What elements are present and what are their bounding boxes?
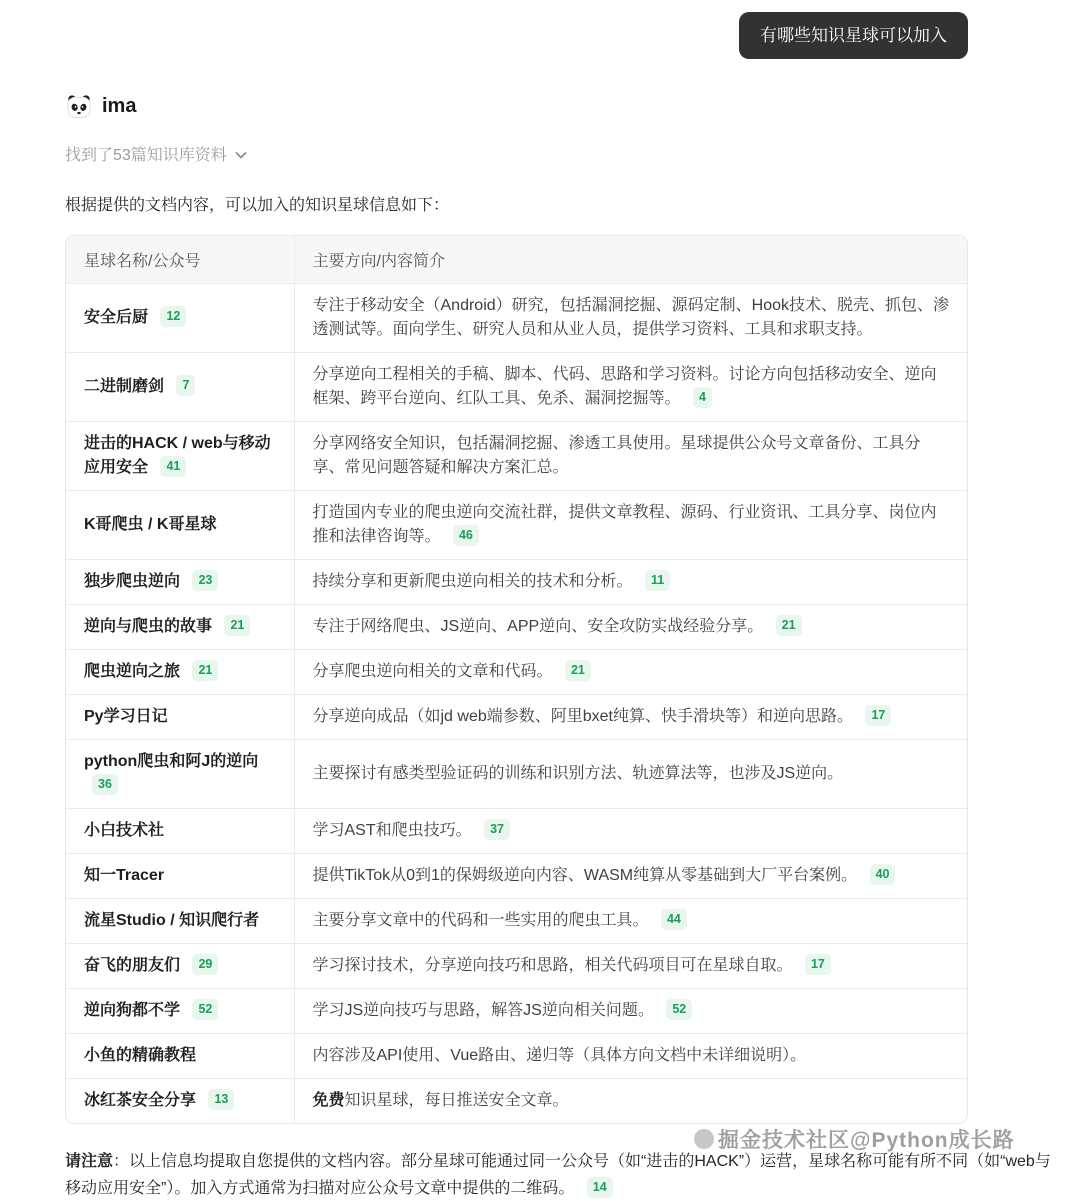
table-row: [66, 560, 967, 605]
watermark-avatar: [694, 1129, 714, 1149]
planet-name-citation-badge[interactable]: 21: [224, 615, 250, 636]
table-row: [66, 989, 967, 1034]
planet-name: 流星Studio / 知识爬行者: [84, 912, 260, 929]
planet-name: 爬虫逆向之旅: [84, 663, 181, 680]
planet-name: 进击的HACK / web与移动应用安全: [84, 435, 271, 476]
planet-desc: 学习AST和爬虫技巧。: [312, 822, 472, 839]
planet-desc-citation-badge[interactable]: 11: [645, 570, 670, 591]
chevron-down-icon: [234, 148, 248, 162]
planet-name: 逆向狗都不学: [84, 1002, 181, 1019]
planet-desc: 分享网络安全知识，包括漏洞挖掘、渗透工具使用。星球提供公众号文章备份、工具分享、常见问题答疑和解决方案汇总。: [312, 435, 921, 476]
assistant-name: ima: [102, 94, 137, 117]
planet-desc: 持续分享和更新爬虫逆向相关的技术和分析。: [312, 573, 633, 590]
planet-name: 安全后厨: [84, 309, 149, 326]
planet-desc: 学习探讨技术，分享逆向技巧和思路，相关代码项目可在星球自取。: [312, 957, 793, 974]
column-header-desc: 主要方向/内容简介: [294, 236, 967, 284]
planet-name: Py学习日记: [84, 708, 168, 725]
footer-note-label: 请注意: [65, 1153, 114, 1170]
planet-name-citation-badge[interactable]: 12: [160, 306, 186, 327]
table-row: [66, 1079, 967, 1124]
planet-desc-citation-badge[interactable]: 17: [865, 705, 891, 726]
planet-desc-citation-badge[interactable]: 17: [805, 954, 831, 975]
watermark: [694, 1124, 1015, 1154]
retrieval-status-text: 找到了53篇知识库资料: [65, 147, 227, 164]
column-header-name: 星球名称/公众号: [66, 236, 294, 284]
planet-name-citation-badge[interactable]: 7: [176, 375, 195, 396]
planet-name: 奋飞的朋友们: [84, 957, 181, 974]
assistant-header: [65, 92, 1080, 120]
planet-name: 二进制磨剑: [84, 378, 165, 395]
table-row: [66, 605, 967, 650]
planet-desc-citation-badge[interactable]: 21: [565, 660, 591, 681]
planet-desc: 主要分享文章中的代码和一些实用的爬虫工具。: [312, 912, 649, 929]
planet-table-body: [66, 284, 967, 1124]
user-question-text: 有哪些知识星球可以加入: [760, 26, 947, 45]
planet-desc: 内容涉及API使用、Vue路由、递归等（具体方向文档中未详细说明）。: [312, 1047, 807, 1064]
table-row: [66, 353, 967, 422]
planet-name-citation-badge[interactable]: 36: [92, 774, 118, 795]
table-row: [66, 854, 967, 899]
planet-desc: 专注于移动安全（Android）研究，包括漏洞挖掘、源码定制、Hook技术、脱壳、抓包、渗透测试等。面向学生、研究人员和从业人员，提供学习资料、工具和求职支持。: [312, 297, 950, 338]
panda-icon: [65, 92, 93, 120]
planet-name: K哥爬虫 / K哥星球: [84, 516, 217, 533]
planet-desc: 打造国内专业的爬虫逆向交流社群，提供文章教程、源码、行业资讯、工具分享、岗位内推和法律咨询等。: [312, 504, 937, 545]
table-row: [66, 422, 967, 491]
planet-desc: 专注于网络爬虫、JS逆向、APP逆向、安全攻防实战经验分享。: [312, 618, 764, 635]
table-row: [66, 695, 967, 740]
table-row: [66, 1034, 967, 1079]
table-row: [66, 284, 967, 353]
planet-name-citation-badge[interactable]: 52: [192, 999, 218, 1020]
planet-desc-citation-badge[interactable]: 52: [666, 999, 692, 1020]
planet-desc: 分享逆向工程相关的手稿、脚本、代码、思路和学习资料。讨论方向包括移动安全、逆向框架、跨平台逆向、红队工具、免杀、漏洞挖掘等。: [312, 366, 937, 407]
planet-name-citation-badge[interactable]: 29: [192, 954, 218, 975]
planet-name: python爬虫和阿J的逆向: [84, 753, 259, 770]
table-row: [66, 809, 967, 854]
footer-citation-badge[interactable]: 14: [587, 1177, 613, 1198]
table-row: [66, 944, 967, 989]
planet-name: 小鱼的精确教程: [84, 1047, 197, 1064]
planet-desc-citation-badge[interactable]: 40: [870, 864, 896, 885]
user-question-bubble: [739, 12, 968, 59]
table-row: [66, 491, 967, 560]
retrieval-status-toggle[interactable]: [65, 142, 248, 165]
footer-note-text: ：以上信息均提取自您提供的文档内容。部分星球可能通过同一公众号（如“进击的HACK”）运营，星球名称可能有所不同（如“web与移动应用安全”）。加入方式通常为扫描对应公众号文章中提供的二维码。: [65, 1153, 1051, 1197]
planet-desc: 主要探讨有感类型验证码的训练和识别方法、轨迹算法等，也涉及JS逆向。: [312, 765, 844, 782]
planet-desc: 知识星球，每日推送安全文章。: [344, 1092, 569, 1109]
table-header-row: [66, 236, 967, 284]
table-row: [66, 740, 967, 809]
planet-desc: 分享爬虫逆向相关的文章和代码。: [312, 663, 553, 680]
planet-desc-bold: 免费: [312, 1092, 345, 1109]
planet-name: 独步爬虫逆向: [84, 573, 181, 590]
table-row: [66, 650, 967, 695]
planet-name: 小白技术社: [84, 822, 165, 839]
planet-name-citation-badge[interactable]: 21: [192, 660, 218, 681]
planet-desc-citation-badge[interactable]: 46: [453, 525, 479, 546]
planet-name: 冰红茶安全分享: [84, 1092, 197, 1109]
footer-note: [65, 1148, 1057, 1202]
table-row: [66, 899, 967, 944]
watermark-text: 掘金技术社区@Python成长路: [718, 1129, 1015, 1152]
planet-name-citation-badge[interactable]: 23: [192, 570, 218, 591]
planet-name: 知一Tracer: [84, 867, 165, 884]
intro-text: 根据提供的文档内容，可以加入的知识星球信息如下：: [65, 197, 450, 214]
planet-desc-citation-badge[interactable]: 4: [693, 387, 712, 408]
planet-desc-citation-badge[interactable]: 21: [776, 615, 802, 636]
planet-table: [65, 235, 968, 1124]
planet-name: 逆向与爬虫的故事: [84, 618, 213, 635]
planet-desc: 分享逆向成品（如jd web端参数、阿里bxet纯算、快手滑块等）和逆向思路。: [312, 708, 853, 725]
planet-desc-citation-badge[interactable]: 44: [661, 909, 687, 930]
planet-name-citation-badge[interactable]: 13: [208, 1089, 234, 1110]
planet-desc: 学习JS逆向技巧与思路，解答JS逆向相关问题。: [312, 1002, 654, 1019]
planet-name-citation-badge[interactable]: 41: [160, 456, 186, 477]
planet-desc: 提供TikTok从0到1的保姆级逆向内容、WASM纯算从零基础到大厂平台案例。: [312, 867, 858, 884]
planet-desc-citation-badge[interactable]: 37: [484, 819, 510, 840]
